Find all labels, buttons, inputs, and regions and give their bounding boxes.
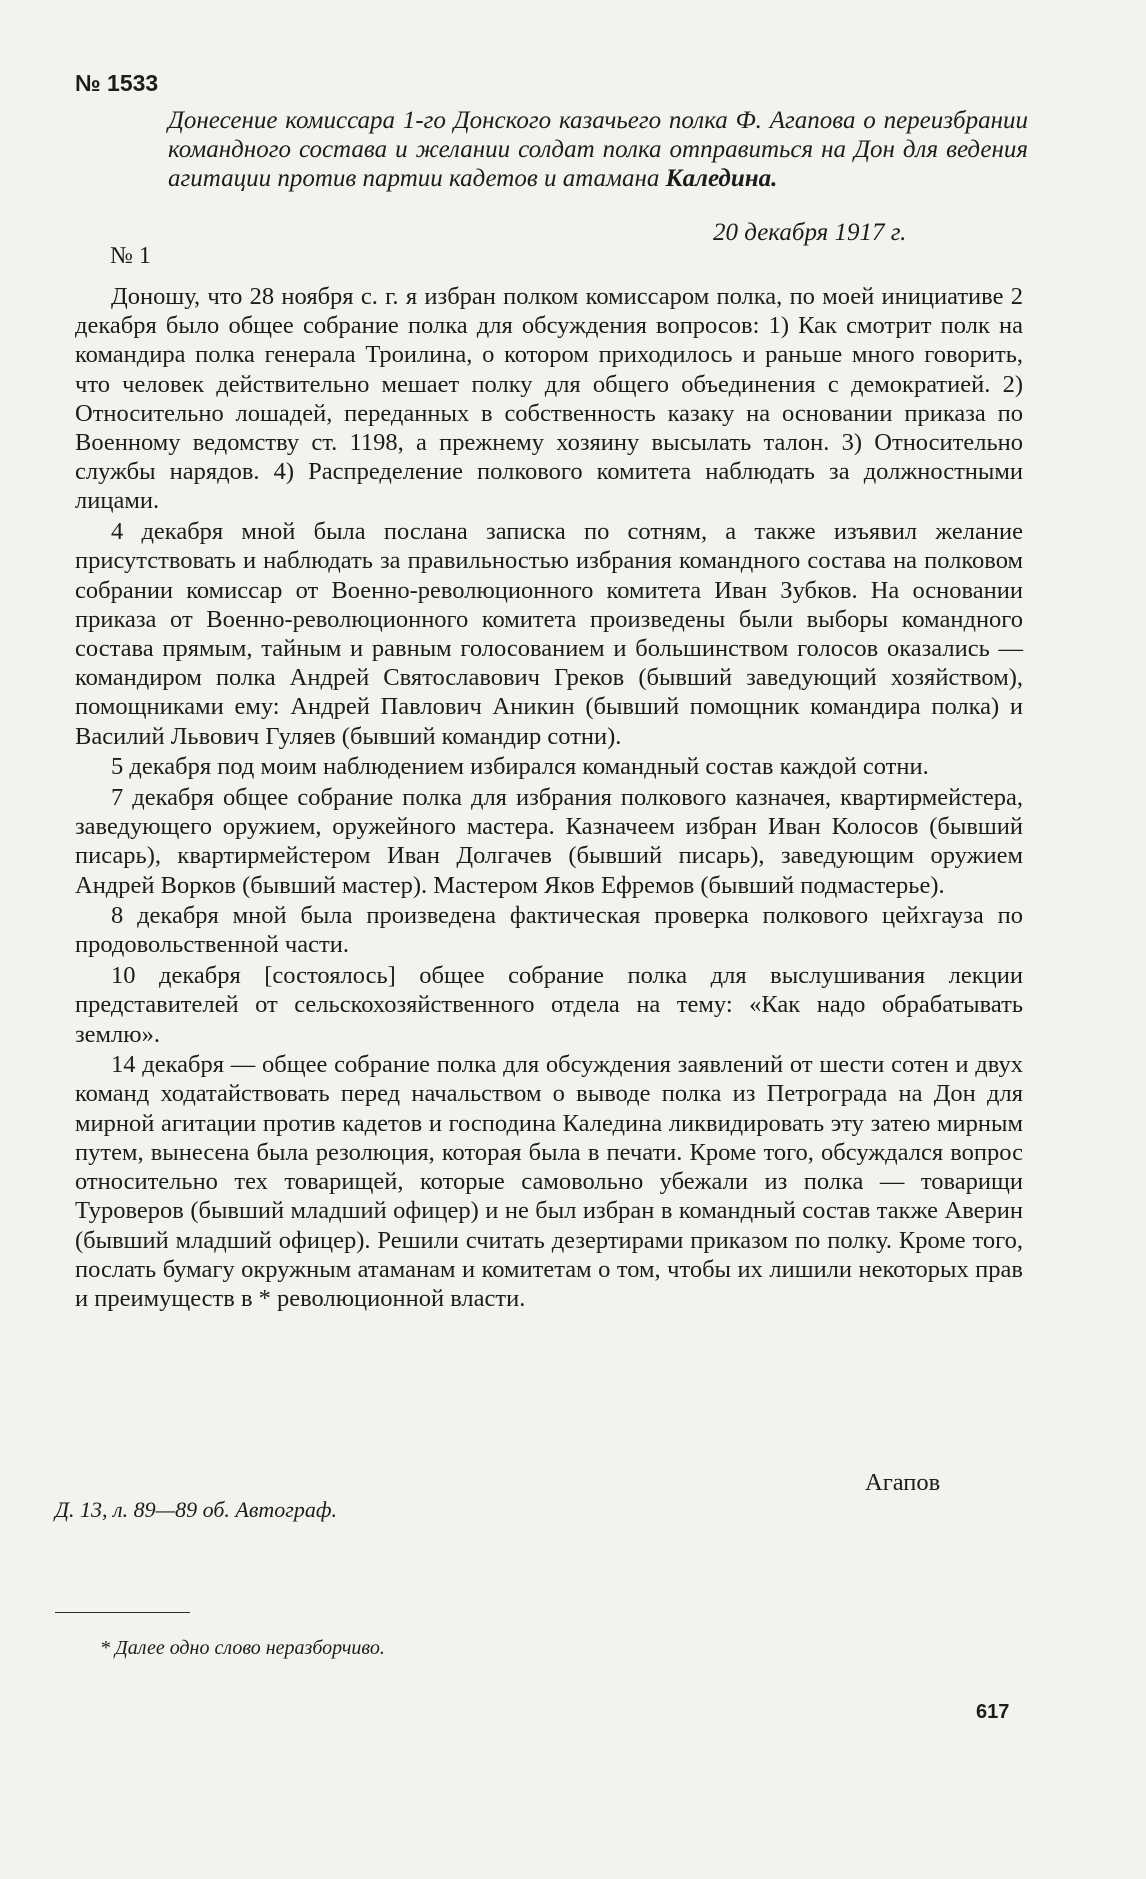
footnote-divider [55, 1612, 190, 1613]
document-title-main: Донесение комиссара 1-го Донского казачьего полка Ф. Агапова о переизбрании командного состава и желании солдат полка отправиться на Дон для ведения агитации против партии кадетов и атамана [168, 107, 1028, 192]
body-paragraph: 10 декабря [состоялось] общее собрание полка для выслушивания лекции представителей от сельскохозяйственного отдела на тему: «Как надо обрабатывать землю». [75, 962, 1023, 1048]
body-paragraph: 5 декабря под моим наблюдением избирался командный состав каждой сотни. [111, 753, 929, 781]
body-paragraph: 7 декабря общее собрание полка для избрания полкового казначея, квартирмейстера, заведующего оружием, оружейного мастера. Казначеем избран Иван Колосов (бывший писарь), квартирмейстером Иван Долгачев (бывший писарь), заведующим оружием Андрей Ворков (бывший мастер). Мастером Яков Ефремов (бывший подмастерье). [75, 783, 1023, 899]
body-paragraph: 8 декабря мной была произведена фактическая проверка полкового цейхгауза по продовольственной части. [75, 902, 1023, 959]
document-date: 20 декабря 1917 г. [713, 219, 907, 246]
signature: Агапов [865, 1469, 941, 1496]
body-paragraph: 14 декабря — общее собрание полка для обсуждения заявлений от шести сотен и двух команд ходатайствовать перед начальством о выводе полка из Петрограда на Дон для мирной агитации против кадетов и господина Каледина ликвидировать эту затею мирным путем, вынесена была резолюция, которая была в печати. Кроме того, обсуждался вопрос относительно тех товарищей, которые самовольно убежали из полка — товарищи Туроверов (бывший младший офицер) и не был избран в командный состав также Аверин (бывший младший офицер). Решили считать дезертирами приказом по полку. Кроме того, послать бумагу окружным атаманам и комитетам о том, чтобы их лишили некоторых прав и преимуществ в * революционной власти. [75, 1051, 1023, 1312]
archive-reference: Д. 13, л. 89—89 об. Автограф. [55, 1497, 338, 1522]
document-number: № 1533 [75, 70, 159, 96]
report-body [75, 282, 1023, 1315]
report-number: № 1 [110, 243, 151, 269]
body-paragraph: Доношу, что 28 ноября с. г. я избран полком комиссаром полка, по моей инициативе 2 декабря было общее собрание полка для обсуждения вопросов: 1) Как смотрит полк на командира полка генерала Троилина, о котором приходилось и раньше много говорить, что человек действительно мешает полку для общего объединения с демократией. 2) Относительно лошадей, переданных в собственность казаку на основании приказа по Военному ведомству ст. 1198, а прежнему хозяину высылать талон. 3) Относительно службы нарядов. 4) Распределение полкового комитета наблюдать за должностными лицами. [75, 283, 1023, 515]
body-paragraph: 4 декабря мной была послана записка по сотням, а также изъявил желание присутствовать и наблюдать за правильностью избрания командного состава на полковом собрании комиссар от Военно-революционного комитета Иван Зубков. На основании приказа от Военно-революционного комитета произведены были выборы командного состава прямым, тайным и равным голосованием и большинством голосов оказались — командиром полка Андрей Святославович Греков (бывший заведующий хозяйством), помощниками ему: Андрей Павлович Аникин (бывший помощник командира полка) и Василий Львович Гуляев (бывший командир сотни). [75, 518, 1023, 750]
page-number: 617 [976, 1701, 1010, 1723]
footnote: * Далее одно слово неразборчиво. [100, 1637, 385, 1659]
document-title [168, 106, 1028, 193]
document-title-bold: Каледина. [665, 165, 778, 192]
